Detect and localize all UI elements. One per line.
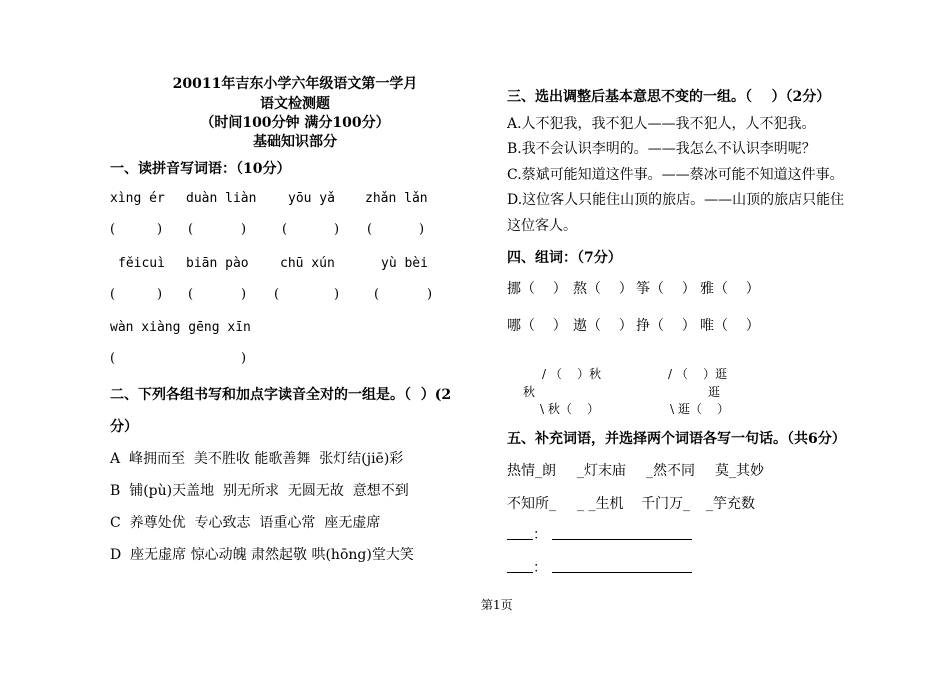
pinyin-4: zhǎn lǎn <box>365 191 428 206</box>
word-group-4[interactable]: 雅（ ） <box>700 281 760 297</box>
idiom-5[interactable]: 不知所_ <box>507 496 556 512</box>
section-4-title: 四、组词：（7分） <box>507 250 622 266</box>
section-3-title: 三、选出调整后基本意思不变的一组。（ ）（2分） <box>507 89 831 105</box>
paren-close: ) <box>157 287 163 302</box>
idiom-4[interactable]: 莫_其妙 <box>715 463 764 479</box>
section-2-title: 二、下列各组书写和加点字读音全对的一组是。（ ）(2 <box>110 387 452 403</box>
sentence-word-blank-1[interactable] <box>507 539 533 540</box>
answer-blank-9[interactable]: ( <box>110 351 116 366</box>
paren-close: ) <box>157 222 163 237</box>
colon-1: ： <box>533 527 547 543</box>
section-1-title: 一、读拼音写词语：（10分） <box>110 161 291 177</box>
pinyin-8: yù bèi <box>381 256 428 271</box>
qiu-top[interactable]: / （ ）秋 <box>542 367 602 381</box>
idiom-1[interactable]: 热情_朗 <box>507 463 556 479</box>
option-a: A 峰拥而至 美不胜收 能歌善舞 张灯结(jiē)彩 <box>110 451 404 467</box>
guang-mid: 逛 <box>708 385 721 399</box>
s3-line-b: B.我不会认识李明的。——我怎么不认识李明呢？ <box>507 141 816 157</box>
section-heading-basics: 基础知识部分 <box>253 134 337 150</box>
option-c: C 养尊处优 专心致志 语重心常 座无虚席 <box>110 515 381 531</box>
guang-top[interactable]: / （ ）逛 <box>668 367 728 381</box>
answer-blank-3[interactable]: ( <box>282 222 288 237</box>
paren-close: ) <box>241 222 247 237</box>
sentence-word-blank-2[interactable] <box>507 572 533 573</box>
pinyin-6: biān pào <box>186 256 249 271</box>
exam-title-line2: 语文检测题 <box>260 96 330 112</box>
paren-close: ) <box>334 222 340 237</box>
page-number: 第1页 <box>481 598 513 612</box>
exam-title-line1: 20011年吉东小学六年级语文第一学月 <box>172 76 418 92</box>
word-group-3[interactable]: 筝（ ） <box>636 281 696 297</box>
answer-blank-4[interactable]: ( <box>367 222 373 237</box>
s3-line-c: C.蔡斌可能知道这件事。——蔡冰可能不知道这件事。 <box>507 167 844 183</box>
exam-time-score: （时间100分钟 满分100分） <box>200 115 390 131</box>
word-group-5[interactable]: 哪（ ） <box>507 318 567 334</box>
word-group-1[interactable]: 挪（ ） <box>507 281 567 297</box>
qiu-bot[interactable]: \ 秋（ ） <box>540 402 600 416</box>
answer-blank-8[interactable]: ( <box>374 287 380 302</box>
idiom-6[interactable]: _ _生机 <box>577 496 624 512</box>
word-group-2[interactable]: 熬（ ） <box>573 281 633 297</box>
idiom-7[interactable]: 千门万_ <box>641 496 690 512</box>
pinyin-1: xìng ér <box>110 191 165 206</box>
pinyin-9: wàn xiàng gēng xīn <box>110 320 251 335</box>
word-group-6[interactable]: 遨（ ） <box>573 318 633 334</box>
answer-blank-5[interactable]: ( <box>110 287 116 302</box>
pinyin-3: yōu yǎ <box>288 191 335 206</box>
answer-blank-2[interactable]: ( <box>188 222 194 237</box>
idiom-2[interactable]: _灯末庙 <box>577 463 626 479</box>
paren-close: ) <box>419 222 425 237</box>
option-b: B 铺(pù)天盖地 别无所求 无圆无故 意想不到 <box>110 483 409 499</box>
paren-close: ) <box>334 287 340 302</box>
qiu-mid: 秋 <box>523 385 536 399</box>
answer-blank-1[interactable]: ( <box>110 222 116 237</box>
paren-close: ) <box>241 351 247 366</box>
s3-line-d: D.这位客人只能住山顶的旅店。——山顶的旅店只能住 <box>507 192 845 208</box>
pinyin-7: chū xún <box>280 256 335 271</box>
paren-close: ) <box>241 287 247 302</box>
s3-line-a: A.人不犯我，我不犯人——我不犯人，人不犯我。 <box>507 116 816 132</box>
guang-bot[interactable]: \ 逛（ ） <box>670 402 730 416</box>
section-2-title-cont: 分） <box>110 419 138 435</box>
colon-2: ： <box>533 560 547 576</box>
s3-line-d-cont: 这位客人。 <box>507 218 577 234</box>
sentence-line-1[interactable] <box>552 539 692 540</box>
section-5-title: 五、补充词语，并选择两个词语各写一句话。（共6分） <box>507 431 846 447</box>
word-group-7[interactable]: 挣（ ） <box>636 318 696 334</box>
idiom-3[interactable]: _然不同 <box>646 463 695 479</box>
paren-close: ) <box>427 287 433 302</box>
pinyin-5: fěicuì <box>118 256 165 271</box>
word-group-8[interactable]: 唯（ ） <box>700 318 760 334</box>
pinyin-2: duàn liàn <box>186 191 257 206</box>
option-d: D 座无虚席 惊心动魄 肃然起敬 哄(hōng)堂大笑 <box>110 547 414 563</box>
sentence-line-2[interactable] <box>552 572 692 573</box>
idiom-8[interactable]: _竽充数 <box>706 496 755 512</box>
answer-blank-7[interactable]: ( <box>274 287 280 302</box>
answer-blank-6[interactable]: ( <box>188 287 194 302</box>
